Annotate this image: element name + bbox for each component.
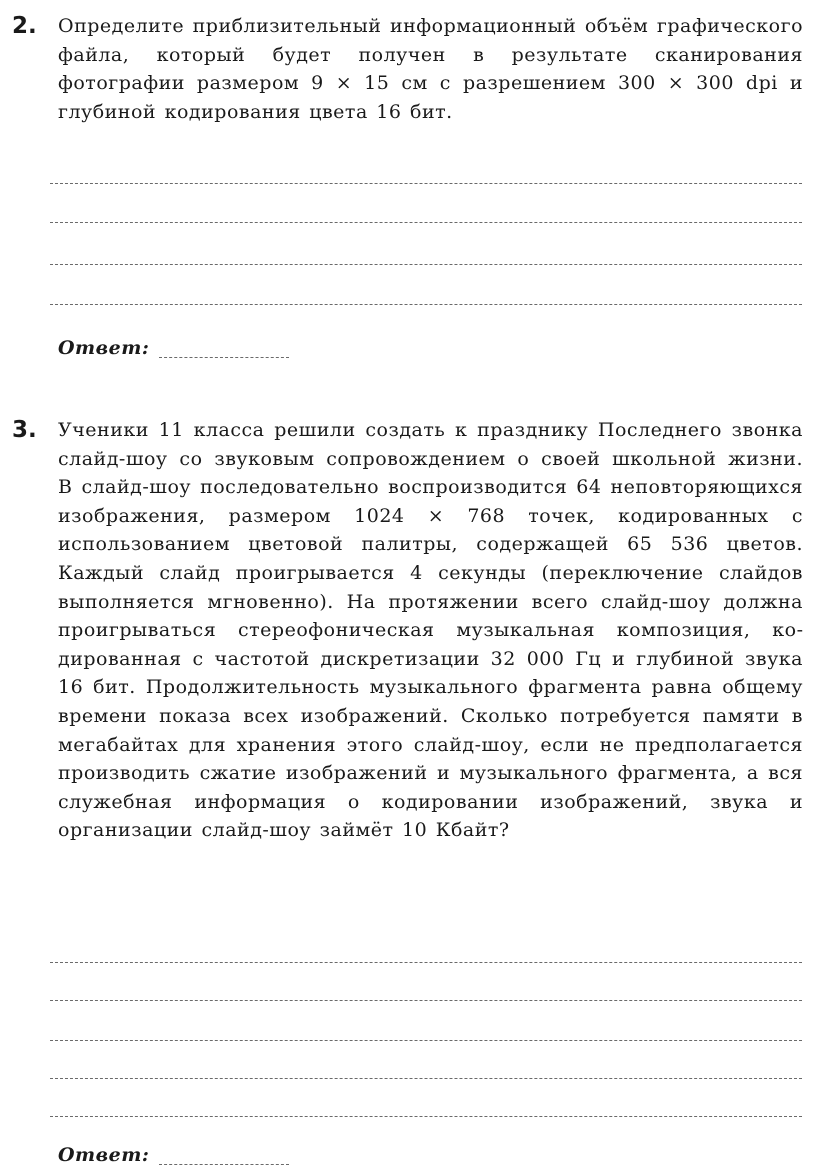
answer-row (58, 336, 289, 360)
answer-field[interactable] (159, 1164, 289, 1165)
answer-line[interactable] (50, 1078, 802, 1079)
answer-line[interactable] (50, 1116, 802, 1117)
answer-line[interactable] (50, 183, 802, 184)
task-text: Определите приблизительный информационный объём графического файла, который будет получен в результате сканирования фотографии размером 9 × 15 см с разрешением 300 × 300 dpi и глубиной кодирования цвета 16 бит. (58, 15, 804, 123)
answer-label: Ответ: (58, 1144, 150, 1166)
task-text: Ученики 11 класса решили создать к празднику Последнего звонка слайд-шоу со звуковым сопровождением о своей школьной жизни. В слайд-шоу последовательно воспроизводится 64 неповторяющихся изображения, размером 1024 × 768 точек, кодированных с использованием цветовой палитры, содержащей 65 536 цветов. Каждый слайд проигрывается 4 секунды (переключение слайдов выполняется мгновенно). На протяжении всего слайд-шоу должна проигрываться стереофоническая музыкальная композиция, кодированная с частотой дискретизации 32 000 Гц и глубиной звука 16 бит. Продолжительность музыкального фрагмента равна общему времени показа всех изображений. Сколько потребуется памяти в мегабайтах для хранения этого слайд-шоу, если не предполагается производить сжатие изображений и музыкального фрагмента, а вся служебная информация о кодировании изображений, звука и организации слайд-шоу займёт 10 Кбайт? (58, 419, 803, 842)
answer-line[interactable] (50, 1000, 802, 1001)
answer-label: Ответ: (58, 337, 150, 359)
answer-line[interactable] (50, 962, 802, 963)
answer-line[interactable] (50, 264, 802, 265)
answer-field[interactable] (159, 357, 289, 358)
answer-line[interactable] (50, 304, 802, 305)
answer-line[interactable] (50, 222, 802, 223)
task-number: 3. (12, 417, 37, 443)
task-number: 2. (12, 13, 37, 39)
answer-line[interactable] (50, 1040, 802, 1041)
answer-row (58, 1143, 289, 1167)
